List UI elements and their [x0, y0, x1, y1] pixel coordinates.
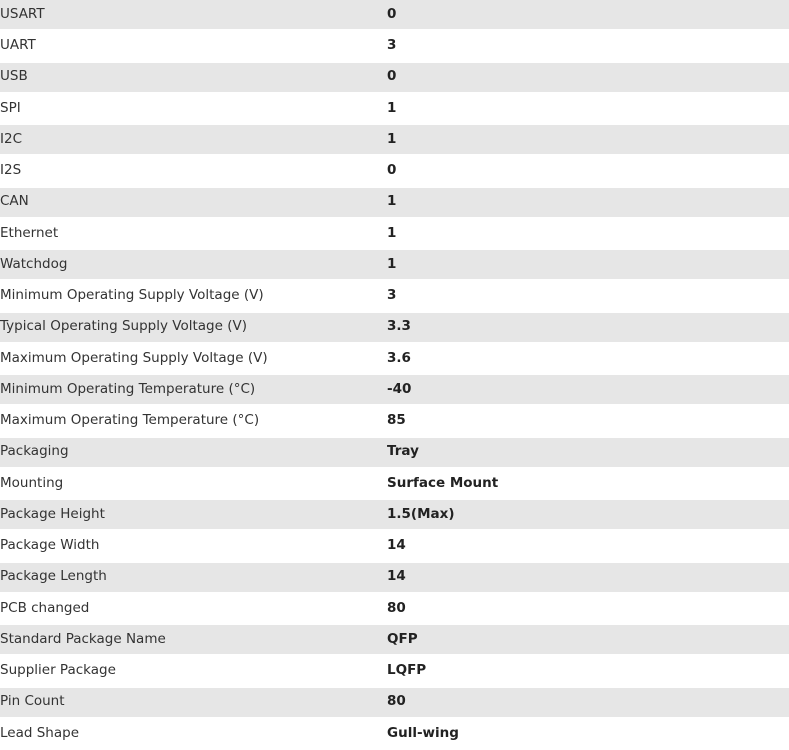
- spec-value: 3: [387, 31, 789, 62]
- spec-row-uart: [0, 31, 789, 62]
- spec-value: 1: [387, 188, 789, 219]
- spec-row-max-temperature: [0, 406, 789, 437]
- spec-label: Ethernet: [0, 219, 387, 250]
- spec-row-ethernet: [0, 219, 789, 250]
- spec-value: 3.6: [387, 344, 789, 375]
- spec-row-supplier-package: [0, 656, 789, 687]
- spec-row-can: [0, 188, 789, 219]
- spec-value: 3.3: [387, 313, 789, 344]
- spec-value: 1: [387, 94, 789, 125]
- spec-value: 1: [387, 250, 789, 281]
- spec-value: QFP: [387, 625, 789, 656]
- spec-row-standard-package-name: [0, 625, 789, 656]
- spec-value: 0: [387, 63, 789, 94]
- spec-label: Mounting: [0, 469, 387, 500]
- spec-label: Package Length: [0, 563, 387, 594]
- spec-value: 1.5(Max): [387, 500, 789, 531]
- spec-label: I2C: [0, 125, 387, 156]
- spec-label: CAN: [0, 188, 387, 219]
- spec-label: Package Width: [0, 531, 387, 562]
- spec-value: Gull-wing: [387, 719, 789, 750]
- spec-value: Tray: [387, 438, 789, 469]
- spec-value: 1: [387, 125, 789, 156]
- spec-label: Supplier Package: [0, 656, 387, 687]
- spec-value: 80: [387, 688, 789, 719]
- spec-row-watchdog: [0, 250, 789, 281]
- spec-row-usart: [0, 0, 789, 31]
- spec-label: USB: [0, 63, 387, 94]
- spec-label: Package Height: [0, 500, 387, 531]
- spec-label: I2S: [0, 156, 387, 187]
- spec-row-lead-shape: [0, 719, 789, 750]
- spec-label: USART: [0, 0, 387, 31]
- spec-row-package-length: [0, 563, 789, 594]
- spec-row-package-height: [0, 500, 789, 531]
- spec-row-min-temperature: [0, 375, 789, 406]
- spec-value: Surface Mount: [387, 469, 789, 500]
- spec-value: -40: [387, 375, 789, 406]
- spec-row-pcb-changed: [0, 594, 789, 625]
- spec-label: Minimum Operating Supply Voltage (V): [0, 281, 387, 312]
- spec-row-spi: [0, 94, 789, 125]
- spec-label: Pin Count: [0, 688, 387, 719]
- spec-row-pin-count: [0, 688, 789, 719]
- spec-value: 14: [387, 531, 789, 562]
- spec-row-i2c: [0, 125, 789, 156]
- spec-label: Packaging: [0, 438, 387, 469]
- spec-label: Minimum Operating Temperature (°C): [0, 375, 387, 406]
- spec-label: Typical Operating Supply Voltage (V): [0, 313, 387, 344]
- spec-row-i2s: [0, 156, 789, 187]
- spec-row-package-width: [0, 531, 789, 562]
- spec-row-usb: [0, 63, 789, 94]
- spec-row-min-supply-voltage: [0, 281, 789, 312]
- spec-label: UART: [0, 31, 387, 62]
- spec-value: 0: [387, 0, 789, 31]
- spec-label: Maximum Operating Temperature (°C): [0, 406, 387, 437]
- spec-value: 3: [387, 281, 789, 312]
- spec-row-typ-supply-voltage: [0, 313, 789, 344]
- spec-label: Standard Package Name: [0, 625, 387, 656]
- spec-value: 1: [387, 219, 789, 250]
- spec-row-max-supply-voltage: [0, 344, 789, 375]
- spec-row-mounting: [0, 469, 789, 500]
- spec-value: 80: [387, 594, 789, 625]
- spec-value: 0: [387, 156, 789, 187]
- spec-value: 14: [387, 563, 789, 594]
- spec-label: PCB changed: [0, 594, 387, 625]
- spec-label: Maximum Operating Supply Voltage (V): [0, 344, 387, 375]
- spec-label: Lead Shape: [0, 719, 387, 750]
- spec-label: Watchdog: [0, 250, 387, 281]
- spec-value: LQFP: [387, 656, 789, 687]
- spec-row-packaging: [0, 438, 789, 469]
- spec-label: SPI: [0, 94, 387, 125]
- spec-value: 85: [387, 406, 789, 437]
